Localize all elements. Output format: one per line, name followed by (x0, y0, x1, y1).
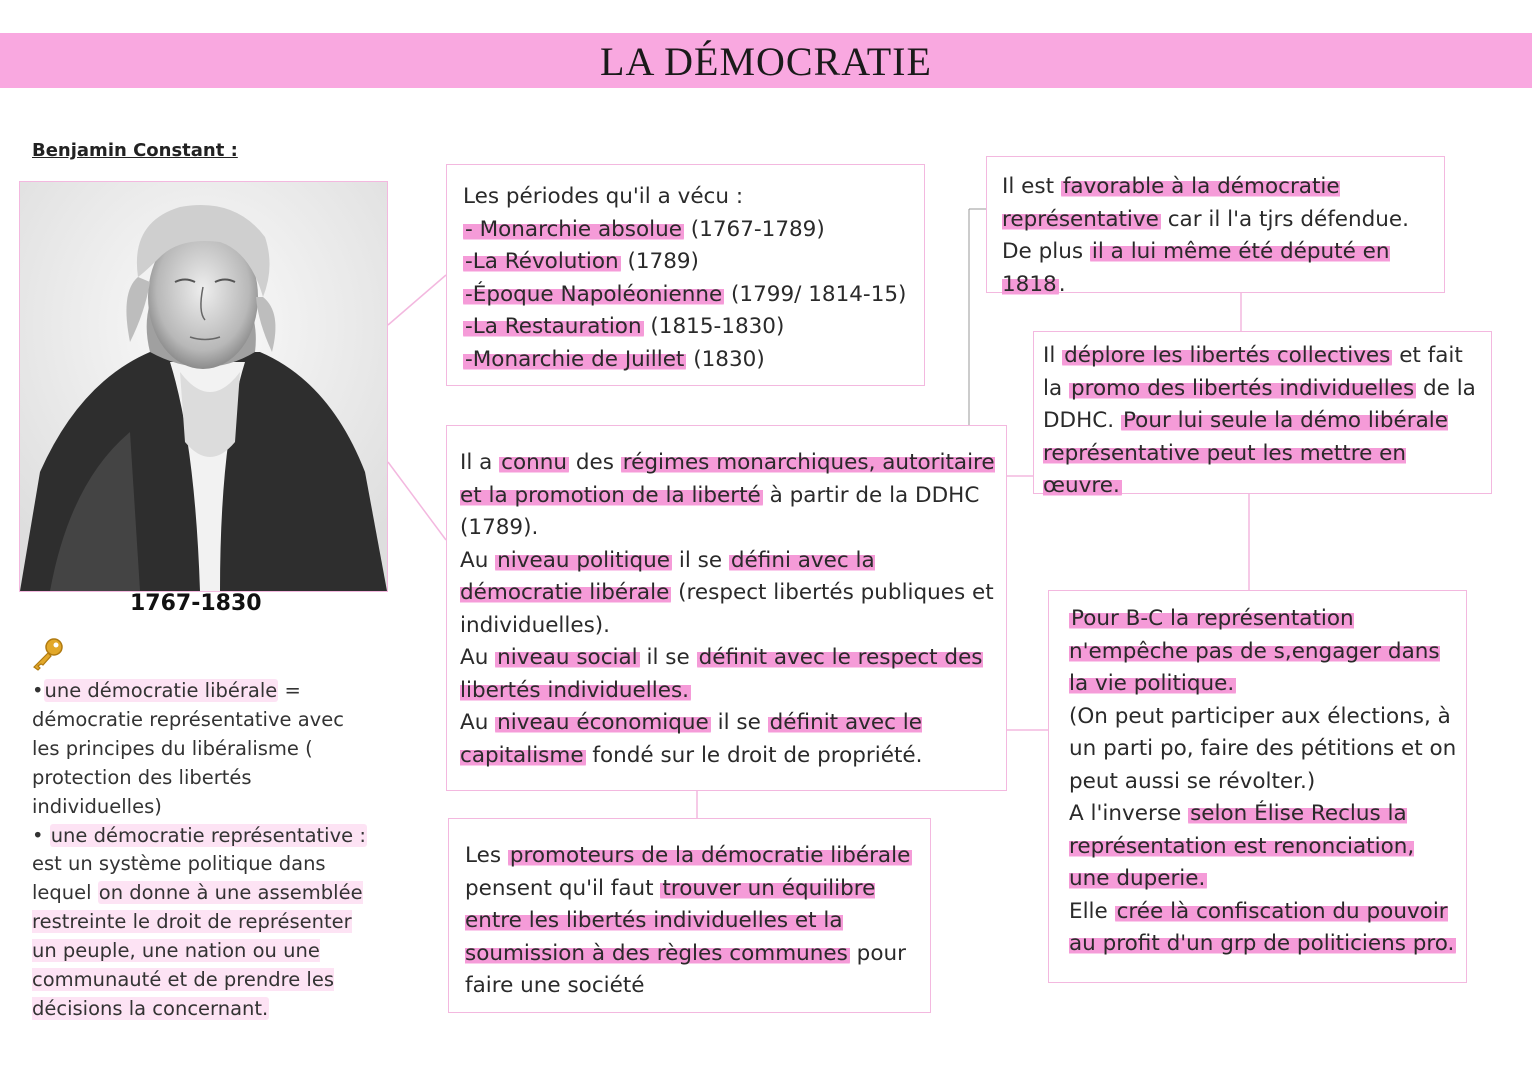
author-name: Benjamin Constant : (32, 140, 238, 161)
representation-box (1048, 590, 1467, 983)
period-item: -Époque Napoléonienne (1799/ 1814-15) (465, 281, 907, 307)
collective-liberties-paragraph: Il déplore les libertés collectives et fait la promo des libertés individuelles de la DDHC. Pour lui seule la démo libérale représentative peut les mettre en œuvre. (1043, 343, 1476, 498)
promoters-box (448, 818, 931, 1013)
reclus-opinion: A l'inverse selon Élise Reclus la représentation est renonciation, une duperie. (1069, 801, 1415, 891)
period-item: -Monarchie de Juillet (1830) (465, 346, 765, 372)
representation-examples: (On peut participer aux élections, à un parti po, faire des pétitions et on peut aussi se révolter.) (1069, 703, 1457, 794)
favorable-box (986, 156, 1445, 297)
definition-liberal-term: une démocratie libérale (44, 679, 278, 702)
regimes-box (446, 425, 1007, 791)
periods-heading: Les périodes qu'il a vécu : (463, 184, 744, 209)
regimes-paragraph: Il a connu des régimes monarchiques, autoritaire et la promotion de la liberté à partir de la DDHC (1789). (460, 450, 995, 540)
confiscation-note: Elle crée là confiscation du pouvoir au profit d'un grp de politiciens pro. (1069, 898, 1455, 956)
period-item: -La Restauration (1815-1830) (465, 314, 785, 339)
portrait-benjamin-constant (19, 181, 388, 592)
definition-representative-text-a: est un système politique dans lequel (32, 852, 326, 905)
social-level: Au niveau social il se définit avec le respect des libertés individuelles. (460, 645, 983, 703)
period-item: -La Révolution (1789) (465, 249, 699, 274)
periods-box (446, 164, 925, 386)
definition-representative-text-b: on donne à une assemblée restreinte le droit de représenter un peuple, une nation ou une communauté et de prendre les décisions la concernant. (32, 881, 363, 1020)
definition-liberal: •une démocratie libérale = démocratie représentative avec les principes du libéralisme ( protection des libertés individuelles) (32, 679, 344, 818)
promoters-paragraph: Les promoteurs de la démocratie libérale pensent qu'il faut trouver un équilibre entre les libertés individuelles et la soumission à des règles communes pour faire une société (465, 843, 911, 998)
definition-liberal-text: = démocratie représentative avec les principes du libéralisme ( protection des libertés individuelles) (32, 679, 344, 818)
definition-representative-term: une démocratie représentative : (50, 823, 366, 847)
economic-level: Au niveau économique il se définit avec le capitalisme fondé sur le droit de propriété. (460, 710, 923, 768)
favorable-paragraph: Il est favorable à la démocratie représentative car il l'a tjrs défendue. De plus il a lui même été député en 1818. (1002, 174, 1409, 297)
page-title: LA DÉMOCRATIE (600, 39, 932, 84)
portrait-engraving (20, 182, 387, 591)
lifespan-dates: 1767-1830 (130, 591, 262, 616)
representation-claim: Pour B-C la représentation n'empêche pas de s,engager dans la vie politique. (1069, 606, 1440, 696)
period-item: - Monarchie absolue (1767-1789) (465, 216, 825, 242)
collective-liberties-box (1033, 331, 1492, 498)
definition-representative: • une démocratie représentative : est un système politique dans lequel on donne à une assemblée restreinte le droit de représenter un peuple, une nation ou une communauté et de prendre les décisions la concernant. (32, 823, 366, 1020)
key-icon (30, 637, 64, 671)
political-level: Au niveau politique il se défini avec la démocratie libérale (respect libertés publiques et individuelles). (460, 547, 994, 638)
definitions-list (32, 677, 372, 1024)
